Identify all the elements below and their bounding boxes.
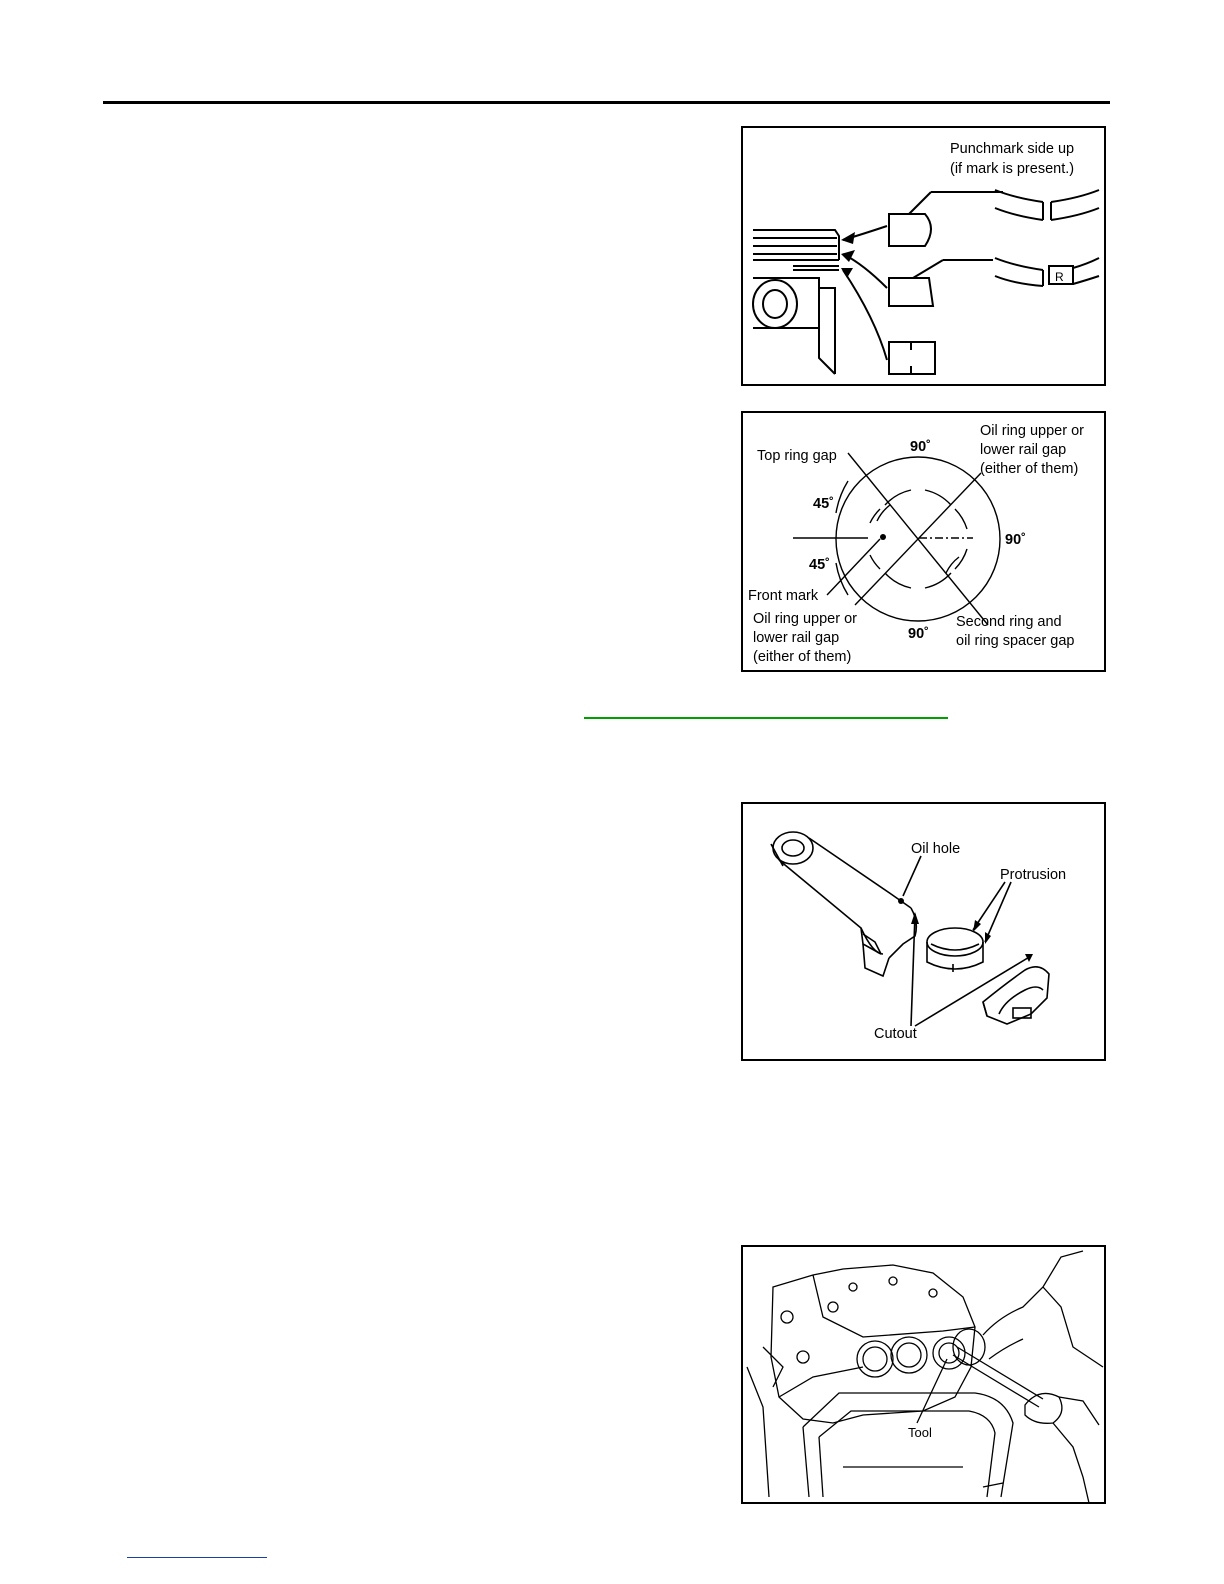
angle-upper-45: 45˚ [813, 496, 834, 512]
engine-tool-drawing [743, 1247, 1108, 1506]
top-ring-gap-label: Top ring gap [757, 448, 837, 464]
punchmark-note: (if mark is present.) [950, 161, 1075, 177]
protrusion-label: Protrusion [1000, 867, 1067, 883]
angle-right-90: 90˚ [1005, 532, 1026, 548]
oil-ring-lower-left-label-3: (either of them) [753, 649, 852, 665]
second-ring-label-1: Second ring and [956, 614, 1062, 630]
cutout-label: Cutout [874, 1026, 917, 1042]
oil-ring-upper-right-label-2: lower rail gap [980, 442, 1067, 458]
connecting-rod-figure [741, 802, 1106, 1061]
oil-ring-lower-left-label-1: Oil ring upper or [753, 611, 857, 627]
second-ring-label-2: oil ring spacer gap [956, 633, 1075, 649]
green-link-underline[interactable] [584, 717, 948, 719]
oil-hole-label: Oil hole [911, 841, 961, 857]
header-rule [103, 101, 1110, 104]
ring-gap-figure [741, 411, 1106, 672]
engine-tool-figure [741, 1245, 1106, 1504]
angle-top-90: 90˚ [910, 439, 931, 455]
front-mark-label: Front mark [748, 588, 819, 604]
angle-lower-45: 45˚ [809, 557, 830, 573]
punchmark-label: Punchmark side up [950, 141, 1075, 157]
oil-ring-upper-right-label-1: Oil ring upper or [980, 423, 1084, 439]
ring-gap-drawing [743, 413, 1108, 674]
piston-ring-drawing [743, 128, 1108, 388]
connecting-rod-drawing [743, 804, 1108, 1063]
footer-link-underline[interactable] [127, 1557, 267, 1558]
angle-bottom-90: 90˚ [908, 626, 929, 642]
oil-ring-lower-left-label-2: lower rail gap [753, 630, 840, 646]
ring-r-mark: R [1055, 270, 1064, 284]
tool-label: Tool [908, 1425, 932, 1440]
oil-ring-upper-right-label-3: (either of them) [980, 461, 1079, 477]
piston-ring-figure [741, 126, 1106, 386]
